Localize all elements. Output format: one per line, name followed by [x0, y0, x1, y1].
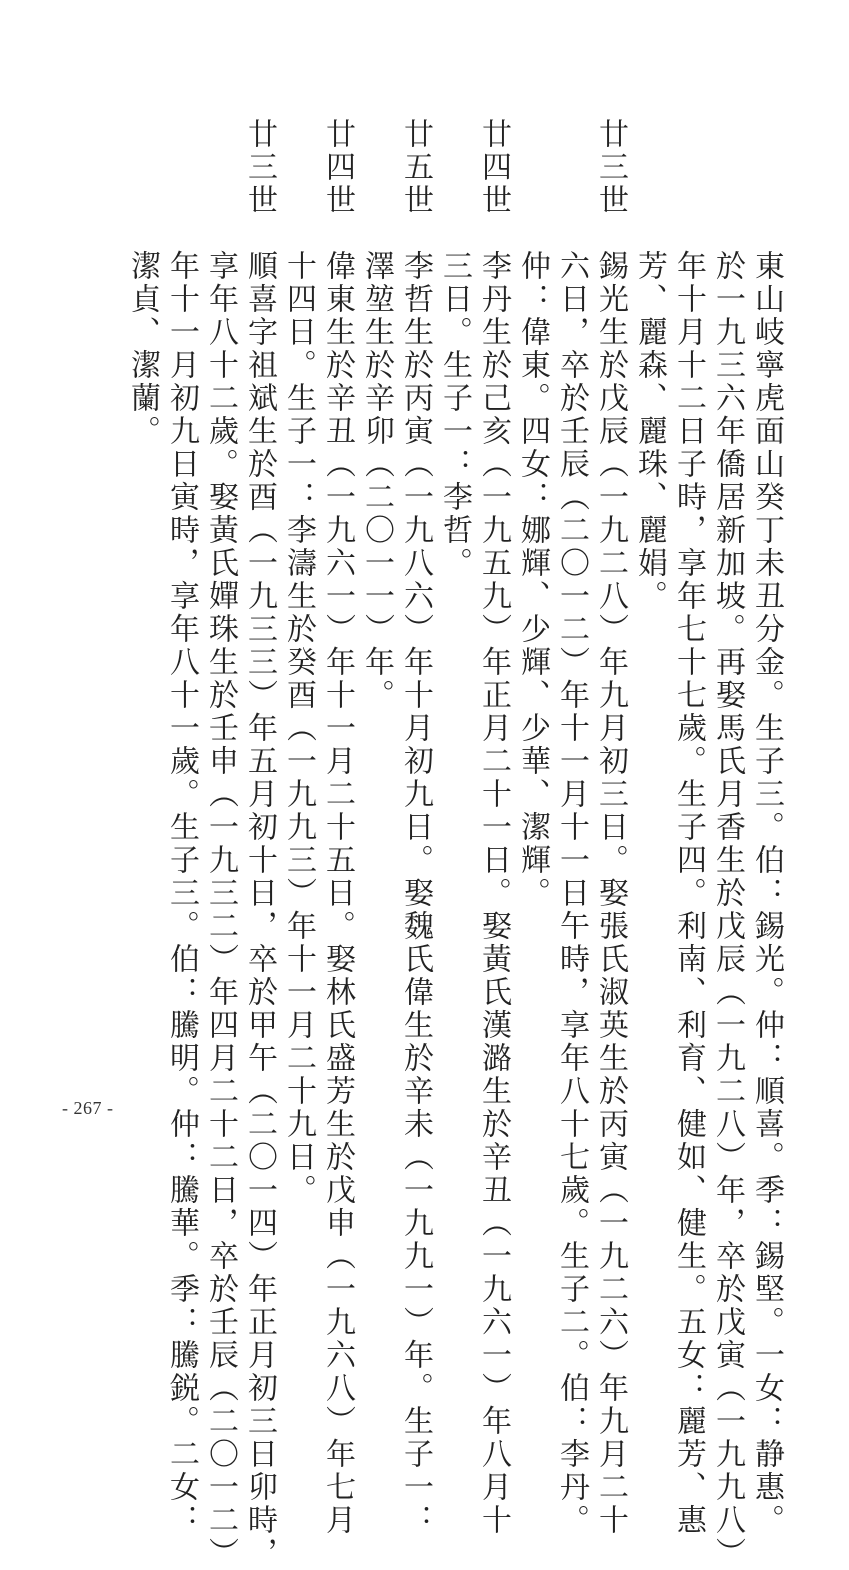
column-text: 順喜字祖斌生於酉（一九三三）年五月初十日，卒於甲午（二〇一四）年正月初三日卯時，	[242, 250, 277, 1570]
column-text: 芳、麗森、麗珠、麗娟。	[632, 250, 667, 613]
column-text: 十四日。生子一：李濤生於癸酉（一九九三）年十一月二十九日。	[281, 250, 316, 1207]
column-text: 年十一月初九日寅時，享年八十一歲。生子三。伯：騰明。仲：騰華。季：騰鋭。二女：	[164, 250, 199, 1537]
page-number: - 267 -	[62, 1098, 114, 1118]
text-column	[747, 118, 786, 1537]
text-column	[357, 118, 396, 1078]
column-text: 年十月十二日子時，享年七十七歲。生子四。利南、利育、健如、健生。五女：麗芳、惠	[671, 250, 706, 1537]
text-column	[279, 118, 318, 1207]
column-text: 李丹生於己亥（一九五九）年正月二十一日。娶黃氏漢潞生於辛丑（一九六一）年八月十	[476, 250, 511, 1537]
text-column	[708, 118, 747, 1570]
text-column	[474, 118, 513, 1537]
text-column	[435, 118, 474, 1078]
column-text: 偉東生於辛丑（一九六一）年十一月二十五日。娶林氏盛芳生於戊申（一九六八）年七月	[320, 250, 355, 1537]
generation-label: 廿四世	[476, 118, 511, 217]
text-column	[396, 118, 435, 1537]
generation-label: 廿三世	[593, 118, 628, 217]
column-text: 李哲生於丙寅（一九八六）年十月初九日。娶魏氏偉生於辛未（一九九一）年。生子一：	[398, 250, 433, 1537]
text-column	[318, 118, 357, 1537]
generation-label: 廿三世	[242, 118, 277, 217]
column-text: 享年八十二歲。娶黃氏嬋珠生於壬申（一九三二）年四月二十二日，卒於壬辰（二〇一二）	[203, 250, 238, 1570]
column-text: 澤堃生於辛卯（二〇一一）年。	[359, 250, 394, 712]
generation-label: 廿五世	[398, 118, 433, 217]
column-text: 仲：偉東。四女：娜輝、少輝、少華、潔輝。	[515, 250, 550, 910]
column-text: 於一九三六年僑居新加坡。再娶馬氏月香生於戊辰（一九二八）年，卒於戊寅（一九九八）	[710, 250, 745, 1570]
column-text: 三日。生子一：李哲。	[437, 250, 472, 580]
text-column	[669, 118, 708, 1537]
text-column	[240, 118, 279, 1570]
text-column	[123, 118, 162, 1078]
column-text: 錫光生於戊辰（一九二八）年九月初三日。娶張氏淑英生於丙寅（一九二六）年九月二十	[593, 250, 628, 1537]
text-column	[591, 118, 630, 1537]
text-column	[513, 118, 552, 1078]
generation-label: 廿四世	[320, 118, 355, 217]
column-text: 東山岐寧虎面山癸丁未丑分金。生子三。伯：錫光。仲：順喜。季：錫堅。一女：静惠。	[749, 250, 784, 1537]
column-text: 潔貞、潔蘭。	[125, 250, 160, 448]
text-column	[201, 118, 240, 1570]
text-column	[630, 118, 669, 1078]
text-column	[162, 118, 201, 1537]
column-text: 六日，卒於壬辰（二〇一二）年十一月十一日午時，享年八十七歲。生子二。伯：李丹。	[554, 250, 589, 1537]
text-column	[552, 118, 591, 1537]
